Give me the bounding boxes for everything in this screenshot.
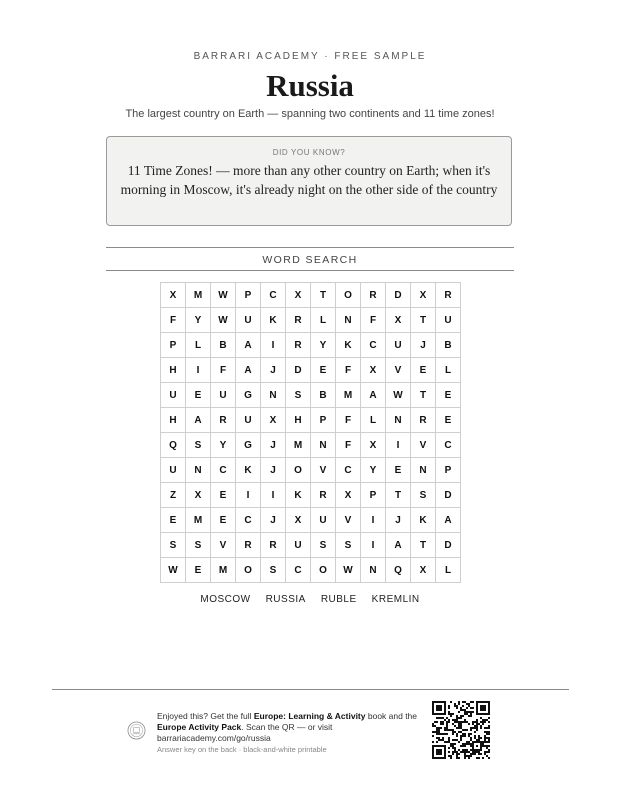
grid-cell: C: [286, 558, 311, 583]
grid-cell: R: [261, 533, 286, 558]
grid-cell: J: [386, 508, 411, 533]
word-list-item: RUSSIA: [265, 594, 306, 605]
grid-cell: E: [211, 508, 236, 533]
word-list: [0, 594, 620, 605]
grid-cell: D: [436, 483, 461, 508]
grid-cell: E: [386, 458, 411, 483]
grid-cell: F: [336, 433, 361, 458]
grid-cell: B: [436, 333, 461, 358]
grid-cell: I: [361, 508, 386, 533]
grid-cell: S: [286, 383, 311, 408]
grid-cell: W: [211, 308, 236, 333]
grid-cell: C: [361, 333, 386, 358]
grid-cell: H: [161, 358, 186, 383]
promo-text-2: book and the: [365, 711, 418, 721]
grid-row: [161, 383, 461, 408]
grid-cell: T: [411, 308, 436, 333]
grid-cell: N: [411, 458, 436, 483]
word-list-item: RUBLE: [320, 594, 357, 605]
grid-cell: S: [186, 433, 211, 458]
grid-cell: U: [436, 308, 461, 333]
grid-cell: S: [336, 533, 361, 558]
grid-cell: P: [161, 333, 186, 358]
grid-cell: Z: [161, 483, 186, 508]
grid-cell: V: [211, 533, 236, 558]
grid-cell: R: [436, 283, 461, 308]
grid-cell: I: [261, 333, 286, 358]
grid-cell: I: [261, 483, 286, 508]
grid-cell: K: [411, 508, 436, 533]
grid-cell: I: [186, 358, 211, 383]
grid-cell: T: [311, 283, 336, 308]
grid-cell: Q: [386, 558, 411, 583]
word-list-item: KREMLIN: [371, 594, 420, 605]
grid-cell: R: [411, 408, 436, 433]
footer-promo: [157, 711, 419, 755]
grid-cell: U: [236, 308, 261, 333]
academy-seal-icon: [127, 721, 146, 740]
word-search-grid: [160, 282, 461, 583]
word-search-heading: WORD SEARCH: [262, 254, 358, 266]
did-you-know-label: DID YOU KNOW?: [272, 148, 346, 157]
grid-cell: F: [211, 358, 236, 383]
grid-cell: U: [161, 458, 186, 483]
grid-cell: W: [211, 283, 236, 308]
grid-cell: Y: [211, 433, 236, 458]
grid-cell: A: [236, 358, 261, 383]
grid-cell: R: [361, 283, 386, 308]
grid-cell: J: [261, 458, 286, 483]
did-you-know-box: [106, 136, 512, 226]
grid-cell: X: [261, 408, 286, 433]
grid-cell: T: [411, 383, 436, 408]
grid-cell: E: [186, 383, 211, 408]
grid-cell: P: [436, 458, 461, 483]
grid-cell: K: [336, 333, 361, 358]
section-divider-top: [106, 247, 514, 248]
grid-cell: B: [311, 383, 336, 408]
grid-cell: U: [386, 333, 411, 358]
grid-cell: E: [161, 508, 186, 533]
grid-cell: J: [261, 358, 286, 383]
grid-cell: N: [186, 458, 211, 483]
grid-cell: X: [361, 433, 386, 458]
grid-cell: J: [411, 333, 436, 358]
grid-cell: U: [161, 383, 186, 408]
did-you-know-text: 11 Time Zones! — more than any other country on Earth; when it's morning in Moscow, it's already night on the other side of the country: [120, 163, 498, 197]
grid-cell: S: [411, 483, 436, 508]
grid-cell: G: [236, 433, 261, 458]
grid-cell: P: [236, 283, 261, 308]
grid-cell: F: [361, 308, 386, 333]
grid-cell: O: [336, 283, 361, 308]
grid-cell: L: [436, 558, 461, 583]
grid-cell: O: [236, 558, 261, 583]
grid-cell: Y: [311, 333, 336, 358]
grid-cell: P: [361, 483, 386, 508]
grid-cell: Q: [161, 433, 186, 458]
word-list-item: MOSCOW: [200, 594, 251, 605]
grid-cell: L: [436, 358, 461, 383]
grid-cell: X: [361, 358, 386, 383]
grid-cell: I: [236, 483, 261, 508]
grid-cell: E: [186, 558, 211, 583]
page-title: Russia: [266, 68, 354, 103]
grid-cell: G: [236, 383, 261, 408]
grid-cell: A: [436, 508, 461, 533]
grid-cell: X: [386, 308, 411, 333]
section-divider-bottom: [106, 270, 514, 271]
footer-note: Answer key on the back · black-and-white printable: [157, 745, 327, 754]
grid-cell: S: [161, 533, 186, 558]
grid-cell: V: [311, 458, 336, 483]
grid-cell: Y: [186, 308, 211, 333]
grid-cell: H: [286, 408, 311, 433]
grid-cell: C: [261, 283, 286, 308]
grid-cell: X: [411, 558, 436, 583]
grid-cell: E: [436, 383, 461, 408]
grid-cell: X: [186, 483, 211, 508]
grid-cell: X: [161, 283, 186, 308]
grid-cell: E: [311, 358, 336, 383]
grid-cell: J: [261, 508, 286, 533]
grid-cell: M: [186, 508, 211, 533]
grid-cell: L: [186, 333, 211, 358]
grid-row: [161, 333, 461, 358]
page-subtitle: The largest country on Earth — spanning two continents and 11 time zones!: [125, 108, 495, 120]
grid-cell: X: [286, 508, 311, 533]
grid-cell: A: [186, 408, 211, 433]
grid-cell: T: [411, 533, 436, 558]
grid-row: [161, 308, 461, 333]
grid-row: [161, 533, 461, 558]
grid-cell: N: [386, 408, 411, 433]
grid-cell: X: [286, 283, 311, 308]
grid-cell: T: [386, 483, 411, 508]
grid-cell: N: [261, 383, 286, 408]
grid-cell: K: [236, 458, 261, 483]
qr-code-icon[interactable]: [432, 701, 490, 759]
grid-cell: F: [336, 358, 361, 383]
grid-row: [161, 483, 461, 508]
grid-cell: O: [286, 458, 311, 483]
grid-cell: M: [336, 383, 361, 408]
grid-cell: D: [386, 283, 411, 308]
grid-cell: D: [436, 533, 461, 558]
grid-cell: B: [211, 333, 236, 358]
grid-cell: W: [161, 558, 186, 583]
grid-cell: J: [261, 433, 286, 458]
grid-row: [161, 508, 461, 533]
grid-cell: N: [336, 308, 361, 333]
footer-divider: [52, 689, 569, 690]
grid-cell: R: [211, 408, 236, 433]
grid-cell: V: [411, 433, 436, 458]
grid-cell: I: [386, 433, 411, 458]
grid-cell: F: [336, 408, 361, 433]
grid-cell: X: [336, 483, 361, 508]
grid-cell: A: [361, 383, 386, 408]
promo-text-1: Enjoyed this? Get the full: [157, 711, 254, 721]
grid-cell: D: [286, 358, 311, 383]
grid-cell: C: [336, 458, 361, 483]
grid-cell: S: [311, 533, 336, 558]
grid-cell: C: [436, 433, 461, 458]
grid-cell: R: [286, 308, 311, 333]
grid-cell: R: [286, 333, 311, 358]
grid-cell: N: [361, 558, 386, 583]
grid-row: [161, 408, 461, 433]
grid-cell: Y: [361, 458, 386, 483]
grid-cell: E: [436, 408, 461, 433]
grid-cell: S: [261, 558, 286, 583]
grid-cell: N: [311, 433, 336, 458]
grid-cell: V: [386, 358, 411, 383]
grid-cell: S: [186, 533, 211, 558]
promo-pack-title: Europe Activity Pack: [157, 722, 242, 732]
grid-cell: K: [261, 308, 286, 333]
grid-cell: U: [236, 408, 261, 433]
grid-cell: L: [361, 408, 386, 433]
grid-cell: F: [161, 308, 186, 333]
grid-row: [161, 458, 461, 483]
grid-cell: V: [336, 508, 361, 533]
grid-cell: K: [286, 483, 311, 508]
grid-cell: U: [286, 533, 311, 558]
grid-cell: C: [236, 508, 261, 533]
grid-cell: H: [161, 408, 186, 433]
grid-cell: W: [386, 383, 411, 408]
grid-cell: A: [386, 533, 411, 558]
grid-cell: M: [211, 558, 236, 583]
grid-cell: E: [211, 483, 236, 508]
grid-cell: M: [286, 433, 311, 458]
grid-cell: U: [211, 383, 236, 408]
grid-cell: O: [311, 558, 336, 583]
grid-row: [161, 358, 461, 383]
grid-cell: P: [311, 408, 336, 433]
grid-row: [161, 283, 461, 308]
grid-cell: A: [236, 333, 261, 358]
grid-cell: W: [336, 558, 361, 583]
promo-text-3: . Scan the QR — or visit barrariacademy.com/go/russia: [157, 722, 333, 743]
grid-row: [161, 433, 461, 458]
grid-cell: I: [361, 533, 386, 558]
grid-cell: R: [236, 533, 261, 558]
grid-cell: X: [411, 283, 436, 308]
grid-cell: C: [211, 458, 236, 483]
grid-cell: M: [186, 283, 211, 308]
promo-book-title: Europe: Learning & Activity: [253, 711, 366, 721]
grid-cell: R: [311, 483, 336, 508]
grid-cell: E: [411, 358, 436, 383]
academy-label: BARRARI ACADEMY · FREE SAMPLE: [193, 51, 427, 62]
grid-cell: U: [311, 508, 336, 533]
grid-cell: L: [311, 308, 336, 333]
grid-row: [161, 558, 461, 583]
